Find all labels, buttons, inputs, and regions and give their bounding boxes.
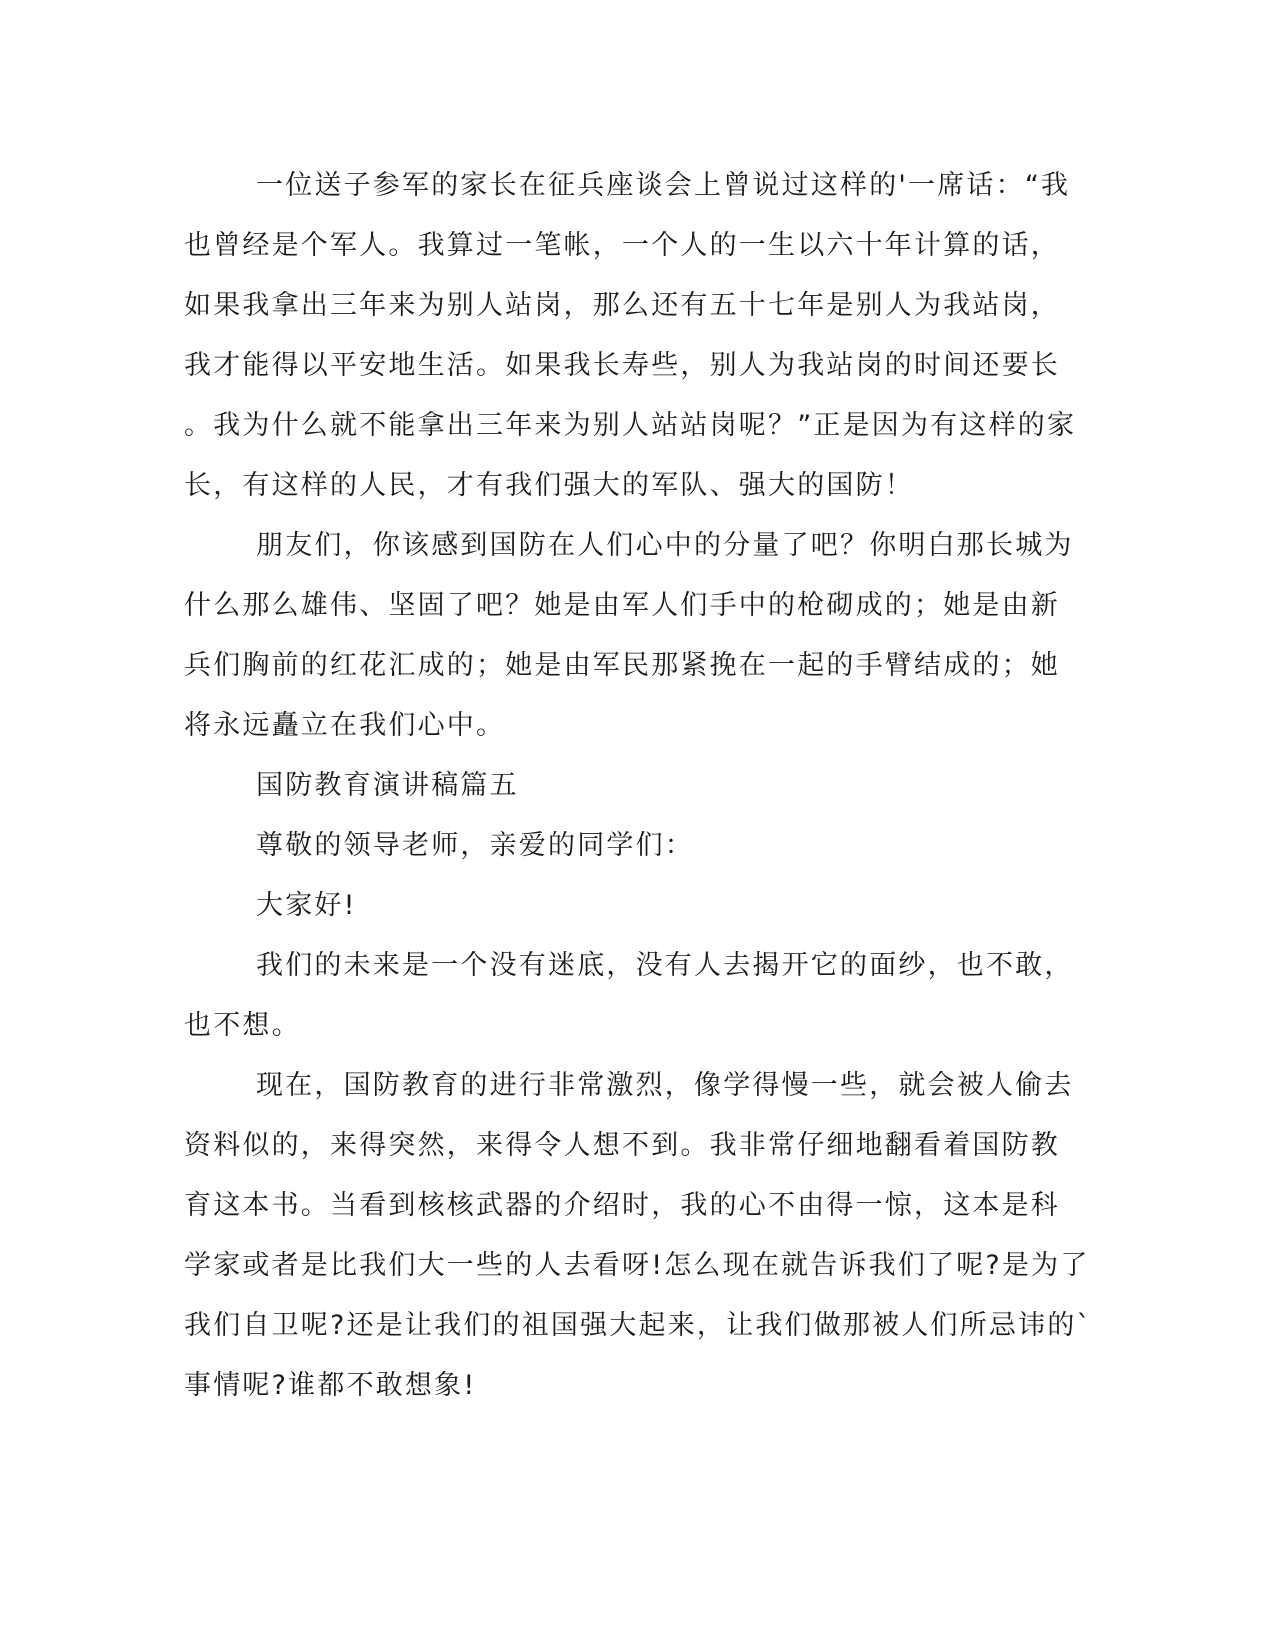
paragraph-line: 一位送子参军的家长在征兵座谈会上曾说过这样的'一席话：“我 [256,170,1071,201]
paragraph-line: 将永远矗立在我们心中。 [184,710,506,741]
paragraph-line: 学家或者是比我们大一些的人去看呀!怎么现在就告诉我们了呢?是为了 [184,1250,1090,1281]
paragraph-line: 什么那么雄伟、坚固了吧？她是由军人们手中的枪砌成的；她是由新 [184,590,1060,621]
paragraph-line: 事情呢?谁都不敢想象! [184,1370,477,1401]
paragraph-line: 。我为什么就不能拿出三年来为别人站站岗呢？”正是因为有这样的家 [184,410,1077,441]
paragraph-line: 资料似的，来得突然，来得令人想不到。我非常仔细地翻看着国防教 [184,1130,1060,1161]
document-body [184,156,1093,1416]
paragraph-line: 朋友们，你该感到国防在人们心中的分量了吧？你明白那长城为 [256,530,1074,561]
greeting: 大家好! [256,890,357,921]
section-heading: 国防教育演讲稿篇五 [256,770,519,801]
paragraph-line: 也不想。 [184,1010,301,1041]
paragraph-line: 现在，国防教育的进行非常激烈，像学得慢一些，就会被人偷去 [256,1070,1074,1101]
paragraph-line: 也曾经是个军人。我算过一笔帐，一个人的一生以六十年计算的话， [184,230,1060,261]
paragraph-line: 我才能得以平安地生活。如果我长寿些，别人为我站岗的时间还要长 [184,350,1060,381]
paragraph-line: 育这本书。当看到核核武器的介绍时，我的心不由得一惊，这本是科 [184,1190,1060,1221]
paragraph-line: 我们自卫呢?还是让我们的祖国强大起来，让我们做那被人们所忌讳的` [184,1310,1093,1341]
paragraph-line: 我们的未来是一个没有迷底，没有人去揭开它的面纱，也不敢， [256,950,1074,981]
salutation: 尊敬的领导老师，亲爱的同学们： [256,830,694,861]
paragraph-line: 兵们胸前的红花汇成的；她是由军民那紧挽在一起的手臂结成的；她 [184,650,1060,681]
paragraph-line: 如果我拿出三年来为别人站岗，那么还有五十七年是别人为我站岗， [184,290,1060,321]
paragraph-line: 长，有这样的人民，才有我们强大的军队、强大的国防！ [184,470,914,501]
